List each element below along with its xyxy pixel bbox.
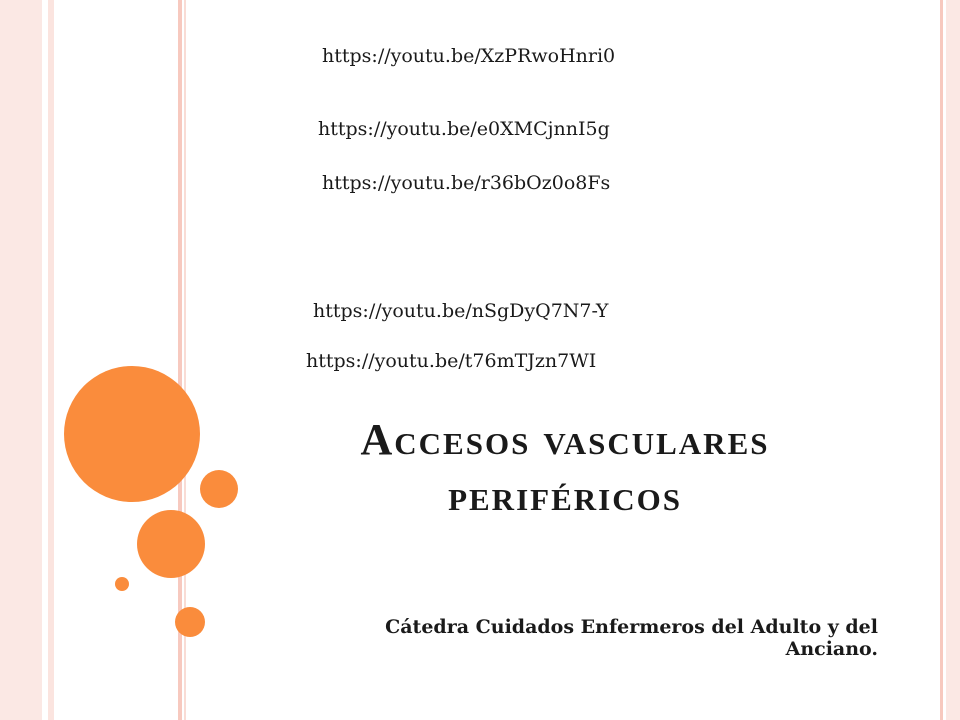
slide-title-line-1: Accesos vasculares (360, 415, 770, 464)
slide-title (250, 412, 880, 524)
left-decorative-band (0, 0, 42, 720)
left-decorative-line (48, 0, 54, 720)
decorative-circle-dot (115, 577, 129, 591)
slide-title-line-2: periféricos (448, 471, 682, 520)
video-link-4[interactable]: https://youtu.be/nSgDyQ7N7-Y (313, 300, 609, 322)
video-link-3[interactable]: https://youtu.be/r36bOz0o8Fs (322, 172, 611, 194)
decorative-circle-large (64, 366, 200, 502)
decorative-circle-medium (137, 510, 205, 578)
decorative-circle-tiny (175, 607, 205, 637)
slide-subtitle: Cátedra Cuidados Enfermeros del Adulto y del Anciano. (385, 616, 878, 660)
right-decorative-band (946, 0, 960, 720)
decorative-circle-small (200, 470, 238, 508)
video-link-1[interactable]: https://youtu.be/XzPRwoHnri0 (322, 45, 616, 67)
video-link-2[interactable]: https://youtu.be/e0XMCjnnI5g (318, 118, 610, 140)
right-decorative-line (940, 0, 943, 720)
video-link-5[interactable]: https://youtu.be/t76mTJzn7WI (306, 350, 597, 372)
